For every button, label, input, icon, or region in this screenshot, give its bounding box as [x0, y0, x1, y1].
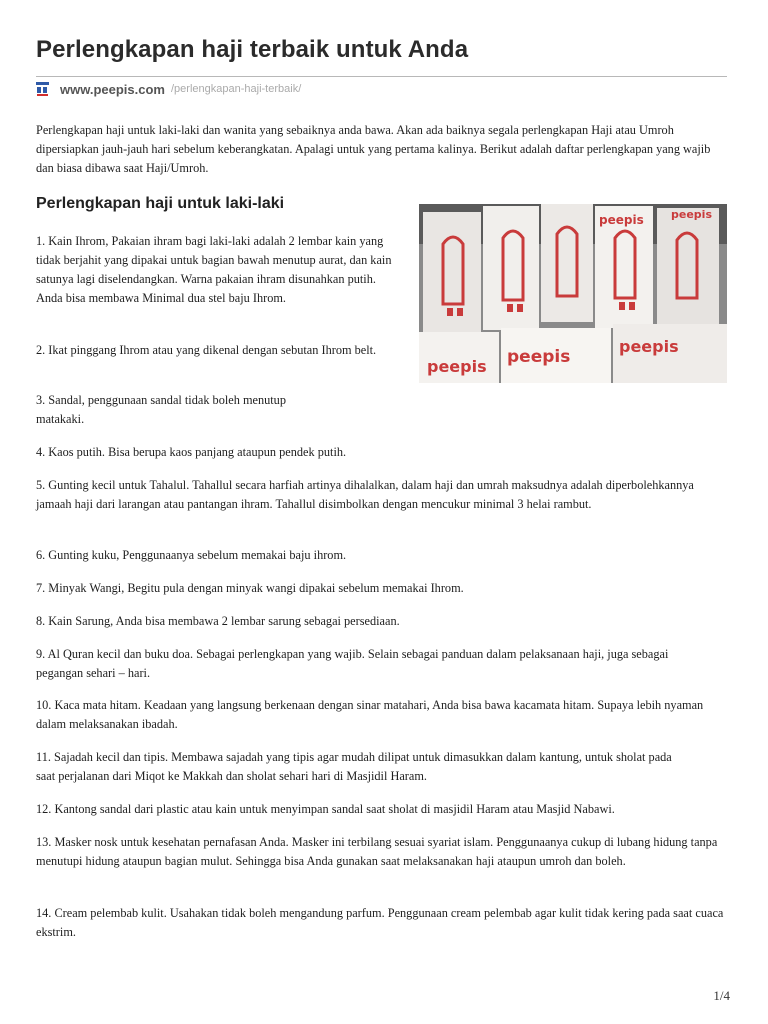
list-item: 4. Kaos putih. Bisa berupa kaos panjang ataupun pendek putih. [36, 445, 347, 459]
photo-brand-label: peepis [671, 208, 712, 221]
list-item: 7. Minyak Wangi, Begitu pula dengan minyak wangi dipakai sebelum memakai Ihrom. [36, 581, 464, 595]
site-logo-icon [36, 82, 49, 96]
photo-brand-label: peepis [599, 213, 644, 227]
list-item: 11. Sajadah kecil dan tipis. Membawa sajadah yang tipis agar mudah dilipat untuk dimasukkan dalam kantung, untuk sholat pada saat perjalanan dari Miqot ke Makkah dan sholat sehari hari di Masjidil Haram. [36, 750, 672, 783]
section-heading: Perlengkapan haji untuk laki-laki [36, 195, 285, 212]
page-number: 1/4 [713, 988, 730, 1003]
list-item: 10. Kaca mata hitam. Keadaan yang langsung berkenaan dengan sinar matahari, Anda bisa bawa kacamata hitam. Supaya lebih nyaman dalam melaksanakan ibadah. [36, 698, 704, 731]
list-item: 5. Gunting kecil untuk Tahalul. Tahallul secara harfiah artinya dihalalkan, dalam haji dan umrah maksudnya adalah diperbolehkannya jamaah haji dari larangan atau pantangan ihram. Tahallul disimbolkan dengan mencukur minimal 3 helai rambut. [36, 478, 694, 511]
title-divider [36, 76, 727, 77]
source-domain-link[interactable]: www.peepis.com [60, 81, 165, 97]
list-item: 1. Kain Ihrom, Pakaian ihram bagi laki-laki adalah 2 lembar kain yang tidak berjahit yang dipakai untuk bagian bawah menutup aurat, dan kain satunya lagi diselendangkan. Warna pakaian ihram disunahkan putih. Anda bisa membawa Minimal dua stel baju Ihrom. [36, 234, 392, 305]
source-line [36, 80, 301, 98]
list-item: 12. Kantong sandal dari plastic atau kain untuk menyimpan sandal saat sholat di masjidil Haram atau Masjid Nabawi. [36, 802, 615, 816]
list-item: 8. Kain Sarung, Anda bisa membawa 2 lembar sarung sebagai persediaan. [36, 614, 400, 628]
source-path: /perlengkapan-haji-terbaik/ [171, 83, 302, 95]
page-title: Perlengkapan haji terbaik untuk Anda [36, 36, 469, 63]
photo-brand-label: peepis [427, 357, 487, 376]
list-item: 13. Masker nosk untuk kesehatan pernafasan Anda. Masker ini terbilang sesuai syariat islam. Penggunaanya cukup di lubang hidung tanpa menutupi hidung ataupun bagian mulut. Sehingga bisa Anda gunakan saat melaksanakan haji ataupun umroh dan boleh. [36, 835, 718, 868]
list-item: 9. Al Quran kecil dan buku doa. Sebagai perlengkapan yang wajib. Selain sebagai panduan dalam pelaksanaan haji, juga sebagai pegangan sehari – hari. [36, 647, 669, 680]
product-photo [419, 204, 727, 383]
intro-paragraph: Perlengkapan haji untuk laki-laki dan wanita yang sebaiknya anda bawa. Akan ada baiknya segala perlengkapan Haji atau Umroh dipersiapkan jauh-jauh hari sebelum keberangkatan. Apalagi untuk yang pertama kalinya. Berikut adalah daftar perlengkapan yang wajib dan biasa dibawa saat Haji/Umroh. [36, 123, 711, 175]
photo-brand-label: peepis [619, 337, 679, 356]
list-item: 14. Cream pelembab kulit. Usahakan tidak boleh mengandung parfum. Penggunaan cream pelembab agar kulit tidak kering pada saat cuaca ekstrim. [36, 906, 724, 939]
list-item: 2. Ikat pinggang Ihrom atau yang dikenal dengan sebutan Ihrom belt. [36, 343, 377, 357]
list-item: 6. Gunting kuku, Penggunaanya sebelum memakai baju ihrom. [36, 548, 347, 562]
product-photo-illustration [419, 204, 727, 383]
photo-brand-label: peepis [507, 347, 571, 367]
list-item: 3. Sandal, penggunaan sandal tidak boleh menutup matakaki. [36, 393, 286, 426]
